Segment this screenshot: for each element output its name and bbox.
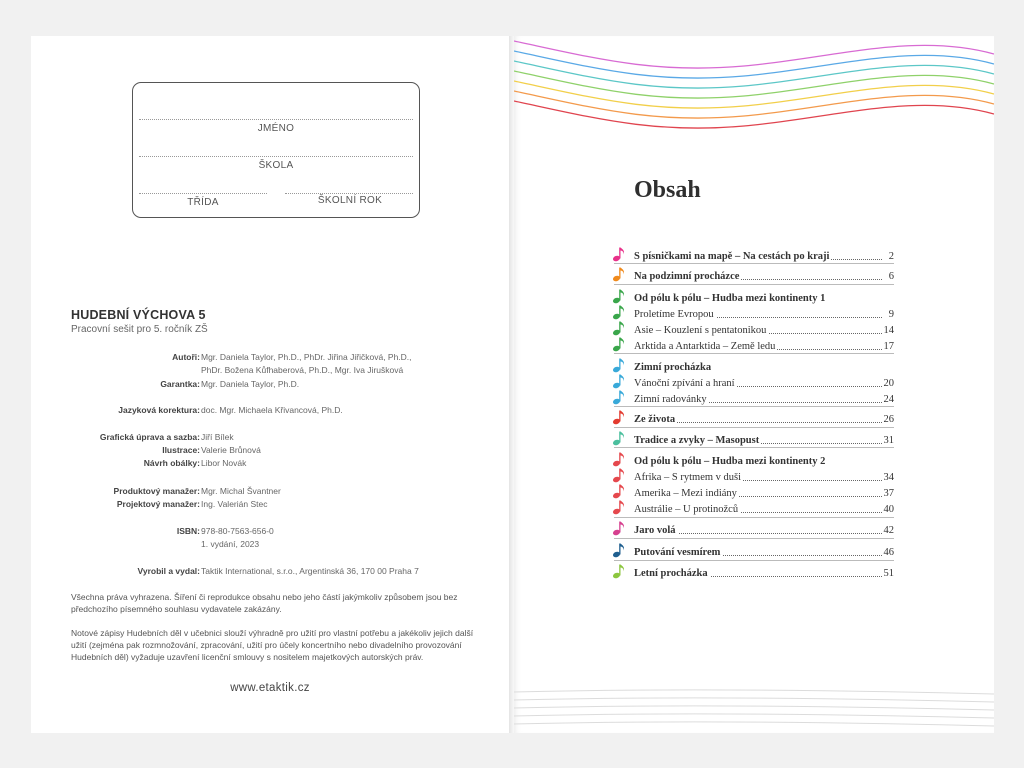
music-note-icon (612, 499, 626, 515)
credit-value (201, 378, 299, 391)
toc-item-page: 51 (883, 568, 894, 579)
toc-item-label: S písničkami na mapě – Na cestách po kraji (634, 251, 830, 262)
toc-item-page: 2 (888, 251, 894, 262)
music-note-icon (612, 373, 626, 389)
toc-separator (614, 560, 894, 561)
toc-separator (614, 406, 894, 407)
credit-value (201, 431, 234, 444)
music-note-icon (612, 389, 626, 405)
toc-heading: Obsah (634, 177, 701, 203)
toc-item-page: 14 (883, 325, 894, 336)
staff-line (514, 698, 994, 702)
toc-item[interactable] (614, 306, 894, 320)
music-note-icon (612, 542, 626, 558)
music-note-icon (612, 357, 626, 373)
credit-label: Garantka: (160, 379, 200, 389)
colorful-staff-waves (514, 36, 994, 156)
toc-item[interactable] (614, 432, 894, 446)
toc-item-label: Od pólu k pólu – Hudba mezi kontinenty 1 (634, 293, 826, 304)
toc-item-label: Jaro volá (634, 525, 676, 536)
toc-item-page: 24 (883, 394, 894, 405)
music-note-icon (612, 451, 626, 467)
music-staff-lines (514, 686, 994, 736)
credit-label: Vyrobil a vydal: (137, 566, 200, 576)
toc-item-label: Tradice a zvyky – Masopust (634, 435, 760, 446)
music-note-icon (612, 409, 626, 425)
credit-value-line: 978-80-7563-656-0 (201, 526, 274, 536)
toc-item-label: Vánoční zpívání a hraní (634, 378, 735, 389)
toc-separator (614, 538, 894, 539)
toc-item-page: 17 (883, 341, 894, 352)
toc-item-page: 6 (888, 271, 894, 282)
toc-item-label: Putování vesmírem (634, 547, 721, 558)
staff-line (514, 714, 994, 718)
toc-item-label: Letní procházka (634, 568, 708, 579)
toc-item[interactable] (614, 359, 894, 373)
credit-value-line: doc. Mgr. Michaela Křivancová, Ph.D. (201, 405, 343, 415)
toc-separator (614, 427, 894, 428)
music-note-icon (612, 430, 626, 446)
toc-item-page: 34 (883, 472, 894, 483)
staff-wave-line (514, 41, 994, 68)
music-note-icon (612, 336, 626, 352)
music-note-icon (612, 246, 626, 262)
toc-item-label: Od pólu k pólu – Hudba mezi kontinenty 2 (634, 456, 826, 467)
toc-item-label: Amerika – Mezi indiány (634, 488, 737, 499)
music-note-icon (612, 266, 626, 282)
staff-line (514, 706, 994, 710)
toc-item[interactable] (614, 268, 894, 282)
toc-item[interactable] (614, 522, 894, 536)
school-label: ŠKOLA (258, 160, 294, 171)
toc-item-page: 26 (883, 414, 894, 425)
toc-item-page: 40 (883, 504, 894, 515)
toc-item[interactable] (614, 411, 894, 425)
staff-line (514, 690, 994, 694)
credit-value (201, 498, 267, 511)
toc-item-label: Zimní radovánky (634, 394, 707, 405)
credit-value (201, 565, 419, 578)
school-line (139, 156, 413, 157)
credit-label: ISBN: (176, 526, 200, 536)
website-link[interactable]: www.etaktik.cz (230, 682, 310, 694)
credit-value-line: Taktik International, s.r.o., Argentinská 36, 170 00 Praha 7 (201, 566, 419, 576)
music-note-icon (612, 520, 626, 536)
toc-item-page: 37 (883, 488, 894, 499)
class-line (139, 193, 267, 194)
name-line (139, 119, 413, 120)
credit-label: Produktový manažer: (113, 486, 200, 496)
credit-value (201, 444, 261, 457)
toc-item-label: Zimní procházka (634, 362, 712, 373)
toc-item[interactable] (614, 565, 894, 579)
credit-value-line: Libor Novák (201, 458, 247, 468)
credit-label: Ilustrace: (162, 445, 200, 455)
toc-item[interactable] (614, 469, 894, 483)
toc-separator (614, 353, 894, 354)
left-page (31, 36, 509, 733)
credit-value (201, 457, 246, 470)
toc-separator (614, 447, 894, 448)
toc-item-page: 9 (888, 309, 894, 320)
toc-item-label: Austrálie – U protinožců (634, 504, 739, 515)
staff-line (514, 722, 994, 726)
toc-item[interactable] (614, 290, 894, 304)
credit-value (201, 485, 281, 498)
credit-value-line: PhDr. Božena Kůfhaberová, Ph.D., Mgr. Iva Jirušková (201, 364, 404, 375)
credit-label: Jazyková korektura: (118, 405, 200, 415)
credit-value-line: Ing. Valerián Stec (201, 499, 268, 509)
license-paragraph: Notové zápisy Hudebních děl v učebnici slouží výhradně pro užití pro vlastní potřebu a jakékoliv jejich další užití (zejména pak rozmnožování, zpracování, užití pro účely koncertního nebo divadelního provozování Hudebních děl) vyžaduje uzavření licenční smlouvy s nositelem majetkových autorských práv. (71, 628, 474, 662)
credit-label: Autoři: (172, 352, 200, 362)
name-label: JMÉNO (257, 123, 295, 134)
toc-item[interactable] (614, 338, 894, 352)
toc-item[interactable] (614, 485, 894, 499)
credit-label: Grafická úprava a sazba: (99, 432, 200, 442)
name-box (132, 82, 420, 218)
toc-item[interactable] (614, 544, 894, 558)
toc-separator (614, 517, 894, 518)
toc-item-page: 20 (883, 378, 894, 389)
credit-value (201, 404, 343, 417)
toc-item-label: Proletíme Evropou (634, 309, 714, 320)
credit-value-line: Mgr. Daniela Taylor, Ph.D., PhDr. Jiřina Jiřičková, Ph.D., (201, 352, 412, 362)
credit-value-line: Jiří Bílek (201, 432, 234, 442)
credit-label: Návrh obálky: (143, 458, 200, 468)
music-note-icon (612, 467, 626, 483)
toc-item[interactable] (614, 391, 894, 405)
credit-value (201, 351, 412, 376)
credit-value (201, 525, 274, 550)
book-title: HUDEBNÍ VÝCHOVA 5 (71, 308, 206, 322)
toc-separator (614, 284, 894, 285)
toc-item[interactable] (614, 248, 894, 262)
toc-item-label: Afrika – S rytmem v duši (634, 472, 742, 483)
music-note-icon (612, 483, 626, 499)
toc-item-label: Arktida a Antarktida – Země ledu (634, 341, 776, 352)
right-page (514, 36, 994, 733)
credit-value-line: Mgr. Michal Švantner (201, 486, 281, 496)
credit-value-line: 1. vydání, 2023 (201, 538, 260, 549)
toc-item[interactable] (614, 501, 894, 515)
music-note-icon (612, 288, 626, 304)
music-note-icon (612, 320, 626, 336)
toc-item[interactable] (614, 375, 894, 389)
class-label: TŘÍDA (187, 197, 219, 208)
music-note-icon (612, 563, 626, 579)
credit-value-line: Valerie Brůnová (201, 445, 261, 455)
toc-separator (614, 263, 894, 264)
book-subtitle: Pracovní sešit pro 5. ročník ZŠ (71, 324, 208, 335)
toc-item-page: 42 (883, 525, 894, 536)
toc-item[interactable] (614, 322, 894, 336)
rights-paragraph: Všechna práva vyhrazena. Šíření či reprodukce obsahu nebo jeho částí jakýmkoliv způsobem jsou bez předchozího písemného souhlasu vydavatele zakázány. (71, 592, 458, 614)
toc-item-label: Ze života (634, 414, 676, 425)
toc-item[interactable] (614, 453, 894, 467)
toc-item-page: 46 (883, 547, 894, 558)
toc-item-label: Na podzimní procházce (634, 271, 740, 282)
toc-item-label: Asie – Kouzlení s pentatonikou (634, 325, 767, 336)
credit-value-line: Mgr. Daniela Taylor, Ph.D. (201, 379, 300, 389)
credit-label: Projektový manažer: (116, 499, 200, 509)
music-note-icon (612, 304, 626, 320)
toc-item-page: 31 (883, 435, 894, 446)
year-label: ŠKOLNÍ ROK (317, 195, 383, 206)
year-line (285, 193, 413, 194)
